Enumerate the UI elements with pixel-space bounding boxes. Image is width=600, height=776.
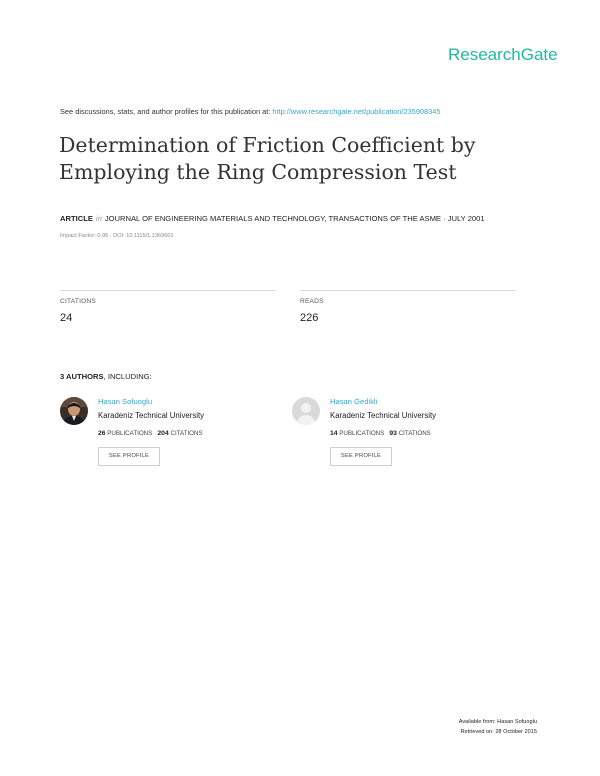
reads-count: 226 bbox=[300, 312, 319, 324]
author-card bbox=[292, 397, 512, 472]
author-publications-label: PUBLICATIONS bbox=[339, 430, 385, 437]
author-stats bbox=[98, 430, 203, 437]
researchgate-logo: ResearchGate bbox=[448, 45, 558, 64]
article-meta bbox=[60, 214, 485, 223]
retrieved-on: Retrieved on: 28 October 2015 bbox=[460, 729, 537, 735]
author-avatar[interactable] bbox=[292, 397, 320, 425]
author-stats bbox=[330, 430, 431, 437]
reads-label: READS bbox=[300, 298, 324, 305]
citations-label: CITATIONS bbox=[60, 298, 96, 305]
reads-divider bbox=[300, 290, 516, 291]
article-in-label: in bbox=[95, 214, 102, 223]
author-avatar[interactable] bbox=[60, 397, 88, 425]
author-citations-label: CITATIONS bbox=[398, 430, 431, 437]
authors-including: , INCLUDING: bbox=[103, 372, 152, 381]
author-publications-count: 14 bbox=[330, 430, 338, 437]
author-citations-label: CITATIONS bbox=[170, 430, 203, 437]
title-line-1: Determination of Friction Coefficient by bbox=[59, 133, 476, 157]
default-avatar-icon bbox=[292, 397, 320, 425]
author-publications-count: 26 bbox=[98, 430, 106, 437]
author-name-link[interactable]: Hasan Sofuoglu bbox=[98, 397, 153, 406]
author-publications-label: PUBLICATIONS bbox=[107, 430, 153, 437]
author-citations-count: 93 bbox=[389, 430, 397, 437]
author-institution: Karadeniz Technical University bbox=[98, 411, 205, 420]
citations-count: 24 bbox=[60, 312, 73, 324]
impact-doi-line: Impact Factor: 0.96 · DOI: 10.1115/1.1369601 bbox=[60, 233, 174, 239]
see-profile-button[interactable]: SEE PROFILE bbox=[330, 447, 392, 466]
citations-divider bbox=[60, 290, 276, 291]
discussions-line bbox=[60, 107, 440, 116]
publication-link[interactable]: http://www.researchgate.net/publication/235908345 bbox=[272, 107, 441, 116]
available-from: Available from: Hasan Sofuoglu bbox=[458, 719, 537, 725]
author-photo-icon bbox=[60, 397, 88, 425]
author-citations-count: 204 bbox=[157, 430, 169, 437]
journal-name: JOURNAL OF ENGINEERING MATERIALS AND TECHNOLOGY, TRANSACTIONS OF THE ASME · JULY 2001 bbox=[104, 214, 485, 223]
title-line-2: Employing the Ring Compression Test bbox=[59, 160, 457, 184]
article-type: ARTICLE bbox=[60, 214, 93, 223]
authors-count: 3 AUTHORS bbox=[60, 372, 104, 381]
see-profile-button[interactable]: SEE PROFILE bbox=[98, 447, 160, 466]
author-card bbox=[60, 397, 280, 472]
authors-heading bbox=[60, 372, 152, 381]
author-name-link[interactable]: Hasan Gedikli bbox=[330, 397, 378, 406]
author-institution: Karadeniz Technical University bbox=[330, 411, 437, 420]
discussions-text: See discussions, stats, and author profiles for this publication at: bbox=[60, 107, 271, 116]
publication-title bbox=[59, 132, 539, 186]
